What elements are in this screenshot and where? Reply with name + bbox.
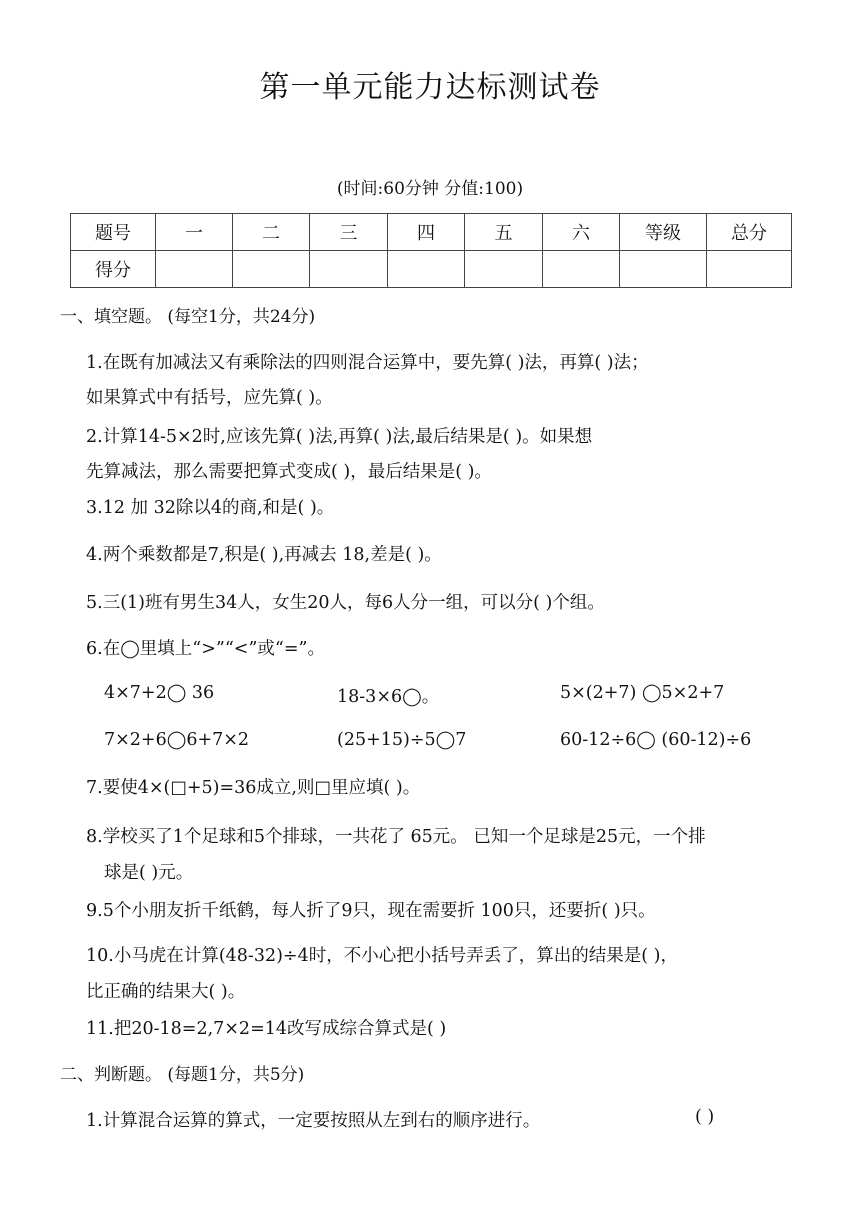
compare-item: (25+15)÷5◯7 <box>337 730 467 750</box>
question-11: 11.把20-18=2,7×2=14改写成综合算式是( ) <box>86 1019 447 1039</box>
question-7: 7.要使4×(□+5)=36成立,则□里应填( )。 <box>86 778 421 798</box>
score-cell[interactable] <box>310 251 388 288</box>
header-cell: 题号 <box>71 214 156 251</box>
section-heading: 一、填空题。 (每空1分，共24分) <box>60 307 316 327</box>
score-cell[interactable] <box>707 251 792 288</box>
question-2-line-2: 先算减法，那么需要把算式变成( )，最后结果是( )。 <box>86 462 492 482</box>
question-8-line-2: 球是( )元。 <box>104 863 194 883</box>
section-heading: 二、判断题。 (每题1分，共5分) <box>60 1065 305 1085</box>
header-cell: 二 <box>233 214 310 251</box>
header-cell: 等级 <box>620 214 707 251</box>
score-table <box>70 213 792 288</box>
header-cell: 四 <box>388 214 465 251</box>
answer-bracket: ( ) <box>695 1107 715 1127</box>
page-title: 第一单元能力达标测试卷 <box>259 70 601 105</box>
score-cell[interactable] <box>388 251 465 288</box>
compare-item: 5×(2+7) ◯5×2+7 <box>560 683 725 703</box>
compare-item: 4×7+2◯ 36 <box>104 683 215 703</box>
compare-item: 7×2+6◯6+7×2 <box>104 730 250 750</box>
question-8-line-1: 8.学校买了1个足球和5个排球，一共花了 65元。 已知一个足球是25元，一个排 <box>86 827 706 847</box>
question-10-line-1: 10.小马虎在计算(48-32)÷4时，不小心把小括号弄丢了，算出的结果是( )， <box>86 946 678 966</box>
question-6: 6.在◯里填上“>”“<”或“=”。 <box>86 639 325 659</box>
question-9: 9.5个小朋友折千纸鹤，每人折了9只，现在需要折 100只，还要折( )只。 <box>86 901 656 921</box>
score-table-score-row <box>71 251 792 288</box>
row-label-cell: 得分 <box>71 251 156 288</box>
compare-item: 60-12÷6◯ (60-12)÷6 <box>560 730 752 750</box>
header-cell: 六 <box>543 214 620 251</box>
question-4: 4.两个乘数都是7,积是( ),再减去 18,差是( )。 <box>86 545 442 565</box>
header-cell: 三 <box>310 214 388 251</box>
question-1-line-1: 1.在既有加减法又有乘除法的四则混合运算中，要先算( )法，再算( )法； <box>86 353 649 373</box>
judge-question-1: 1.计算混合运算的算式，一定要按照从左到右的顺序进行。 <box>86 1111 541 1131</box>
header-cell: 总分 <box>707 214 792 251</box>
question-5: 5.三(1)班有男生34人，女生20人，每6人分一组，可以分( )个组。 <box>86 593 605 613</box>
compare-item: 18-3×6◯。 <box>337 687 440 707</box>
score-table-header-row <box>71 214 792 251</box>
question-10-line-2: 比正确的结果大( )。 <box>86 982 246 1002</box>
score-cell[interactable] <box>465 251 543 288</box>
score-cell[interactable] <box>543 251 620 288</box>
score-cell[interactable] <box>233 251 310 288</box>
question-3: 3.12 加 32除以4的商,和是( )。 <box>86 498 335 518</box>
question-2-line-1: 2.计算14-5×2时,应该先算( )法,再算( )法,最后结果是( )。如果想 <box>86 427 593 447</box>
score-cell[interactable] <box>156 251 233 288</box>
header-cell: 五 <box>465 214 543 251</box>
exam-info: (时间:60分钟 分值:100) <box>336 179 524 199</box>
question-1-line-2: 如果算式中有括号，应先算( )。 <box>86 388 333 408</box>
header-cell: 一 <box>156 214 233 251</box>
score-cell[interactable] <box>620 251 707 288</box>
